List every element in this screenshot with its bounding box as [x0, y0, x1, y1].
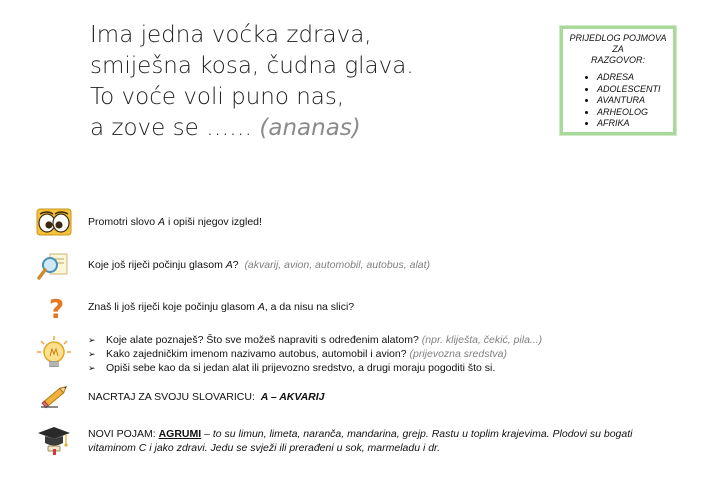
suggestion-title-line-1: PRIJEDLOG POJMOVA ZA	[569, 33, 667, 54]
ideas-bullet-2: ➢ Kako zajedničkim imenom nazivamo autobus, automobil i avion? (prijevozna sredstva)	[88, 348, 507, 360]
concept-label: NOVI POJAM:	[88, 428, 159, 440]
question-suffix: , a da nisu na slici?	[264, 301, 355, 313]
words-letter: A	[225, 259, 233, 271]
lightbulb-icon	[36, 335, 72, 367]
ideas-bullet-2-hint: (prijevozna sredstva)	[409, 348, 507, 360]
suggestion-item: • ARHEOLOG	[597, 107, 669, 119]
suggestion-item: • ADRESA	[597, 72, 669, 84]
task-concept-text	[88, 427, 678, 455]
ideas-bullet-2-text: Kako zajedničkim imenom nazivamo autobus, automobil i avion?	[106, 348, 407, 360]
concept-term: AGRUMI	[158, 428, 202, 440]
svg-text:?: ?	[49, 295, 65, 323]
observe-letter: A	[158, 216, 166, 228]
suggestion-list	[567, 72, 669, 130]
suggestion-item: • ADOLESCENTI	[597, 84, 669, 96]
observe-suffix: i opiši njegov izgled!	[165, 216, 262, 228]
suggestion-box	[560, 26, 676, 135]
riddle-line-1: Ima jedna voćka zdrava,	[90, 22, 372, 48]
ideas-bullet-1: ➢ Koje alate poznaješ? Što sve možeš napraviti s određenim alatom? (npr. kliješta, čekić, pila...)	[88, 334, 543, 346]
riddle-poem	[90, 20, 414, 144]
eyes-icon	[36, 208, 72, 240]
sketch-value: A – AKVARIJ	[260, 391, 325, 403]
riddle-line-4	[90, 113, 414, 144]
graduation-cap-icon	[36, 424, 72, 456]
observe-prefix: Promotri slovo	[88, 216, 159, 228]
task-question-text	[88, 300, 354, 314]
suggestion-item: • AVANTURA	[597, 95, 669, 107]
ideas-bullet-3-text: Opiši sebe kao da si jedan alat ili prijevozno sredstvo, a drugi moraju pogoditi što si.	[106, 362, 496, 374]
riddle-line-4-text: a zove se ……	[90, 115, 253, 141]
suggestion-title-line-2: RAZGOVOR:	[590, 55, 645, 65]
ideas-bullet-1-text: Koje alate poznaješ? Što sve možeš napraviti s određenim alatom?	[106, 334, 419, 346]
question-mark-icon	[36, 293, 72, 325]
words-hint: (akvarij, avion, automobil, autobus, alat)	[244, 259, 431, 271]
riddle-line-3: To voće voli puno nas,	[90, 84, 345, 110]
suggestion-item: • AFRIKA	[597, 118, 669, 130]
words-suffix: ?	[232, 259, 239, 271]
sketch-label: NACRTAJ ZA SVOJU SLOVARICU:	[88, 391, 255, 403]
question-letter: A	[257, 301, 265, 313]
ideas-bullet-1-hint: (npr. kliješta, čekić, pila...)	[421, 334, 543, 346]
ideas-bullet-3: ➢ Opiši sebe kao da si jedan alat ili prijevozno sredstvo, a drugi moraju pogoditi što si.	[88, 362, 496, 374]
riddle-answer: (ananas)	[259, 115, 361, 141]
riddle-line-2: smiješna kosa, čudna glava.	[90, 53, 414, 79]
pencil-icon	[36, 384, 72, 416]
suggestion-box-title	[567, 33, 669, 66]
task-sketch-text	[88, 390, 325, 404]
ideas-list	[88, 333, 542, 375]
task-words-text	[88, 258, 430, 272]
task-observe-text	[88, 215, 262, 229]
question-prefix: Znaš li još riječi koje počinju glasom	[88, 301, 258, 313]
words-prefix: Koje još riječi počinju glasom	[88, 259, 226, 271]
magnifier-icon	[36, 252, 72, 284]
concept-definition: – to su limun, limeta, naranča, mandarina, grejp. Rastu u toplim krajevima. Plodovi su bogati vitaminom C i jako zdravi. Jedu se svježi ili prerađeni u sok, marmeladu i dr.	[88, 428, 633, 454]
